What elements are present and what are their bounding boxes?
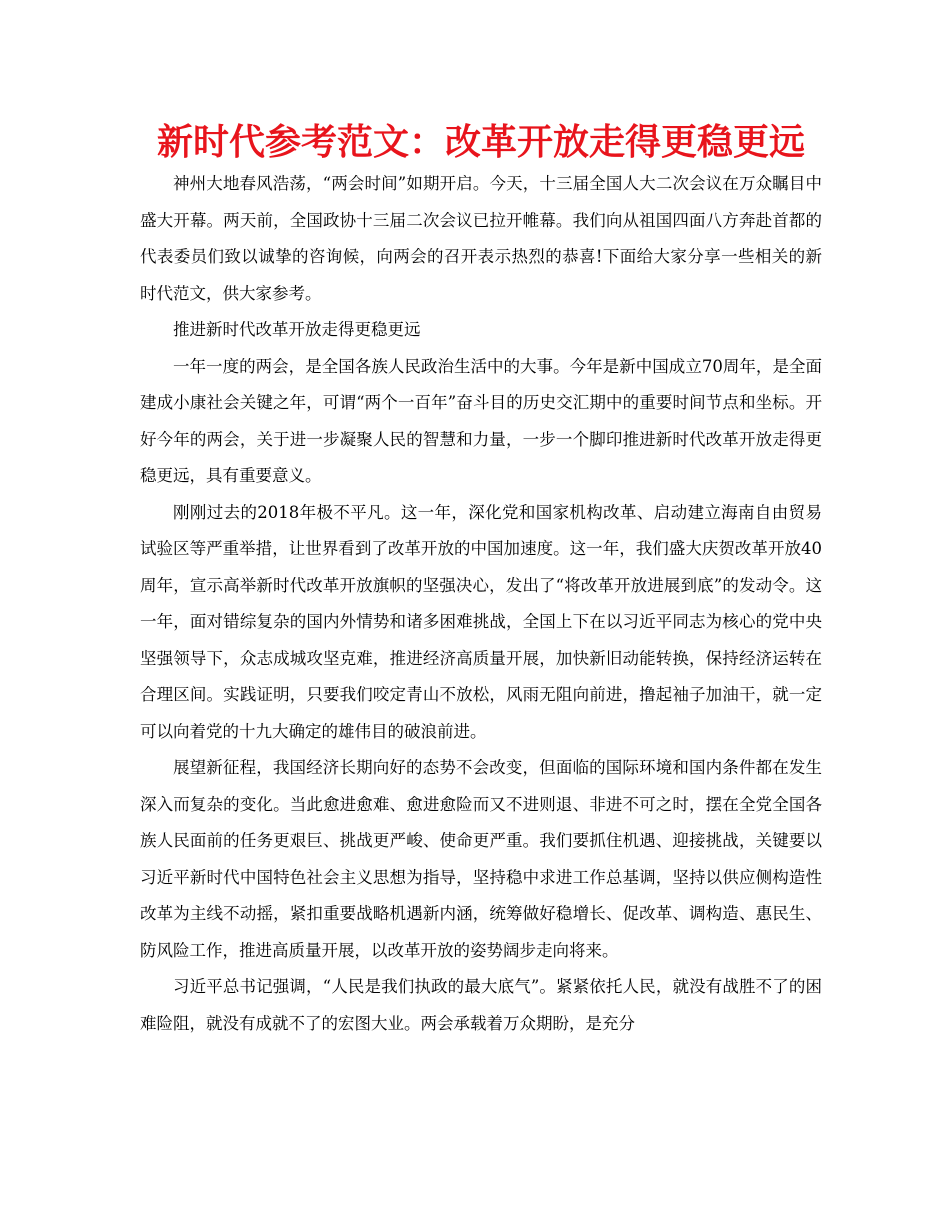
document-page — [140, 120, 822, 1042]
body-paragraph: 展望新征程，我国经济长期向好的态势不会改变，但面临的国际环境和国内条件都在发生深入而复杂的变化。当此愈进愈难、愈进愈险而又不进则退、非进不可之时，摆在全党全国各族人民面前的任务更艰巨、挑战更严峻、使命更严重。我们要抓住机遇、迎接挑战，关键要以习近平新时代中国特色社会主义思想为指导，坚持稳中求进工作总基调，坚持以供应侧构造性改革为主线不动摇，紧扣重要战略机遇新内涵，统筹做好稳增长、促改革、调构造、惠民生、防风险工作，推进高质量开展，以改革开放的姿势阔步走向将来。 — [140, 758, 822, 960]
body-paragraph: 刚刚过去的2018年极不平凡。这一年，深化党和国家机构改革、启动建立海南自由贸易试验区等严重举措，让世界看到了改革开放的中国加速度。这一年，我们盛大庆贺改革开放40周年，宣示高举新时代改革开放旗帜的坚强决心，发出了“将改革开放进展到底”的发动令。这一年，面对错综复杂的国内外情势和诸多困难挑战，全国上下在以习近平同志为核心的党中央坚强领导下，众志成城攻坚克难，推进经济高质量开展，加快新旧动能转换，保持经济运转在合理区间。实践证明，只要我们咬定青山不放松，风雨无阻向前进，撸起袖子加油干，就一定可以向着党的十九大确定的雄伟目的破浪前进。 — [140, 502, 822, 741]
body-paragraph: 一年一度的两会，是全国各族人民政治生活中的大事。今年是新中国成立70周年，是全面建成小康社会关键之年，可谓“两个一百年”奋斗目的历史交汇期中的重要时间节点和坐标。开好今年的两会，关于进一步凝聚人民的智慧和力量，一步一个脚印推进新时代改革开放走得更稳更远，具有重要意义。 — [140, 356, 822, 485]
intro-paragraph: 神州大地春风浩荡，“两会时间”如期开启。今天，十三届全国人大二次会议在万众瞩目中盛大开幕。两天前，全国政协十三届二次会议已拉开帷幕。我们向从祖国四面八方奔赴首都的代表委员们致以诚挚的咨询候，向两会的召开表示热烈的恭喜!下面给大家分享一些相关的新时代范文，供大家参考。 — [140, 174, 822, 303]
body-paragraph: 习近平总书记强调，“人民是我们执政的最大底气”。紧紧依托人民，就没有战胜不了的困难险阻，就没有成就不了的宏图大业。两会承载着万众期盼，是充分 — [140, 977, 822, 1033]
section-heading: 推进新时代改革开放走得更稳更远 — [173, 320, 421, 339]
document-title: 新时代参考范文：改革开放走得更稳更远 — [156, 122, 805, 163]
